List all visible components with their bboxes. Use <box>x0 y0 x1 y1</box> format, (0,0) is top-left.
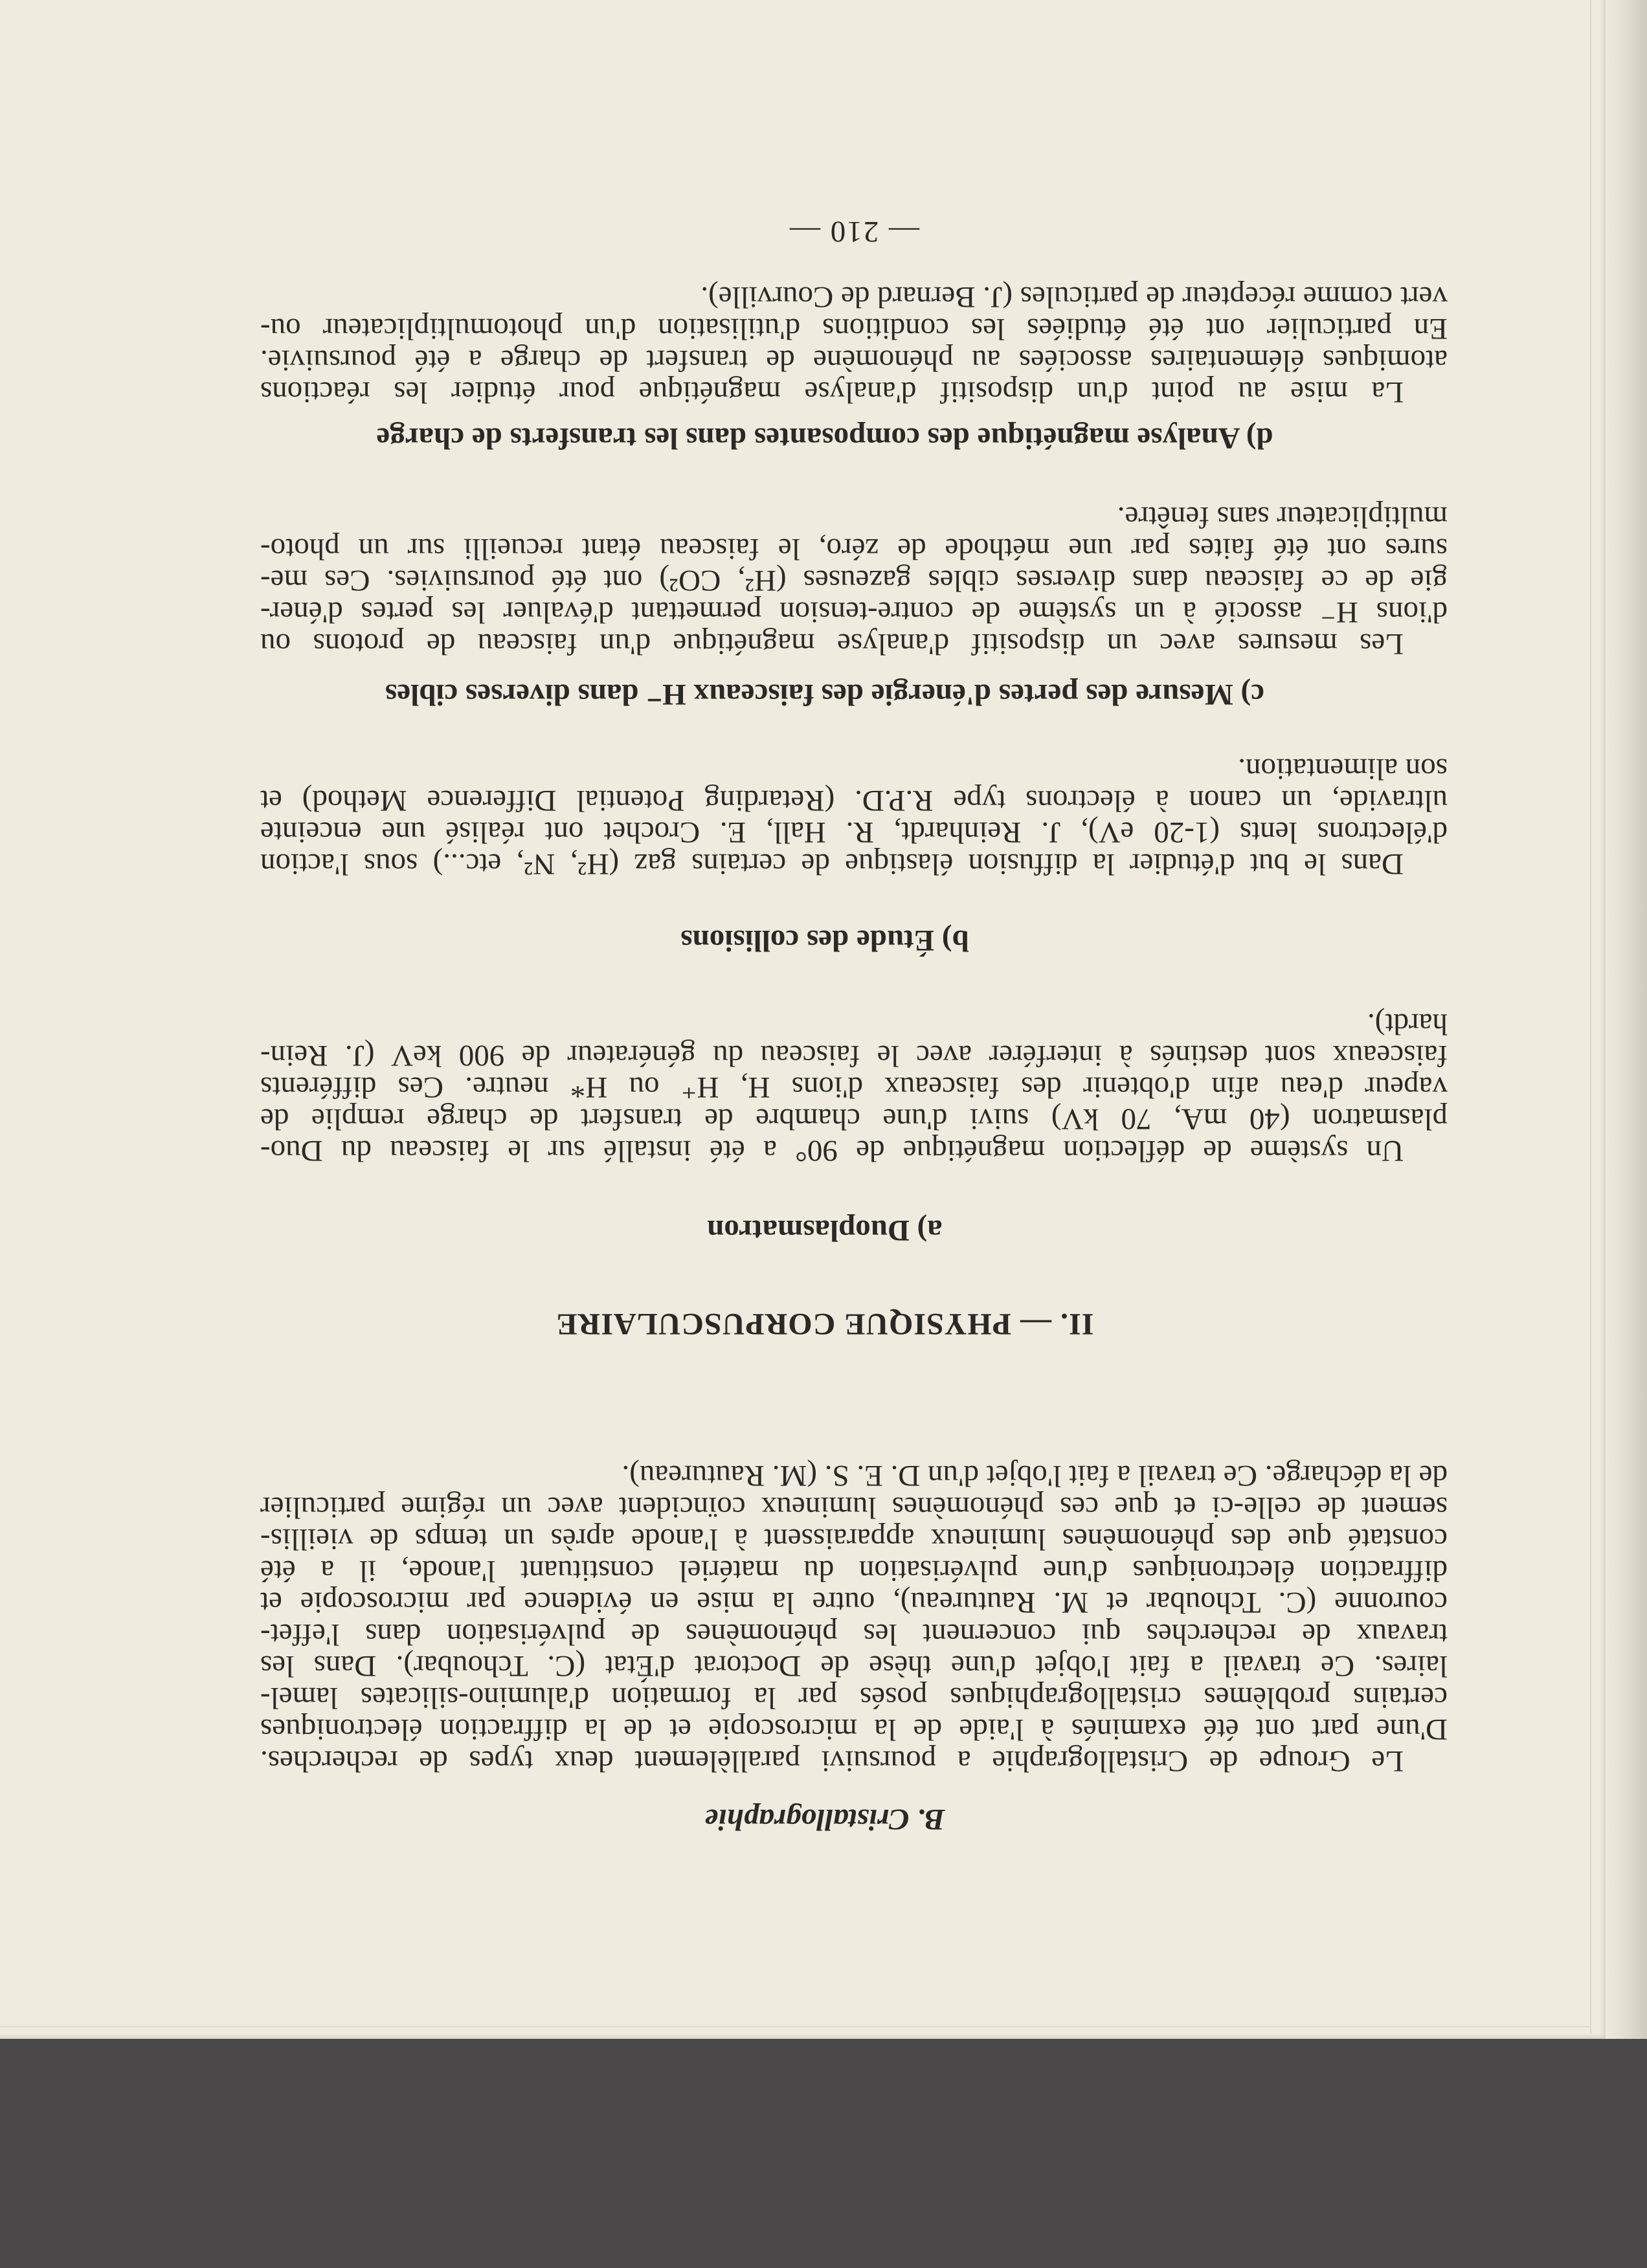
section-heading-analyse-magnetique: d) Analyse magnétique des composantes dans les transferts de charge <box>376 421 1273 455</box>
page-edge-line <box>1590 0 1591 2034</box>
text-line: laires. Ce travail a fait l'objet d'une thèse de Doctorat d'État (C. Tchoubar). Dans les <box>260 1649 1448 1683</box>
text-line: son alimentation. <box>1238 752 1448 786</box>
text-line: La mise au point d'un dispositif d'analyse magnétique pour étudier les réactions <box>260 375 1404 409</box>
page-edge <box>1602 0 1647 2039</box>
paragraph-analyse-magnetique <box>260 281 1448 408</box>
text-line: hardt). <box>1367 1007 1448 1041</box>
text-line: sement de celle-ci et que ces phénomènes lumineux coïncident avec un régime particulier <box>260 1491 1448 1524</box>
section-heading-collisions: b) Étude des collisions <box>680 924 969 957</box>
text-line: faisceaux sont destinés à interférer avec le faisceau du générateur de 900 keV (J. Rein- <box>260 1039 1448 1073</box>
text-line: ultravide, un canon à électrons type R.P.D. (Retarding Potential Difference Method) et <box>260 784 1448 817</box>
scanner-background <box>0 2039 1647 2268</box>
page-number: — 210 — <box>789 215 919 249</box>
text-line: En particulier ont été étudiées les conditions d'utilisation d'un photomultiplicateur ou- <box>260 312 1448 346</box>
text-line: couronne (C. Tchoubar et M. Rautureau), outre la mise en évidence par microscopie et <box>260 1586 1448 1619</box>
text-line: Un système de déflection magnétique de 90° a été installé sur le faisceau du Duo- <box>260 1134 1404 1168</box>
paragraph-collisions <box>260 753 1448 880</box>
text-line: multiplicateur sans fenêtre. <box>1117 500 1448 534</box>
text-line: vert comme récepteur de particules (J. Bernard de Courville). <box>700 280 1448 314</box>
text-line: vapeur d'eau afin d'obtenir des faisceaux d'ions H, H⁺ ou H* neutre. Ces différents <box>260 1071 1448 1104</box>
text-line: sures ont été faites par une méthode de zéro, le faisceau étant recueilli sur un photo- <box>260 532 1448 566</box>
paragraph-cristallographie <box>260 1460 1448 1777</box>
text-line: constaté que des phénomènes lumineux apparaissent à l'anode après un temps de vieillis- <box>260 1522 1448 1556</box>
paragraph-pertes-energie <box>260 501 1448 660</box>
paragraph-duoplasmatron <box>260 1008 1448 1166</box>
text-line: diffraction électroniques d'une pulvérisation du matériel constituant l'anode, il a été <box>260 1554 1448 1588</box>
text-line: d'électrons lents (1-20 eV), J. Reinhardt, R. Hall, E. Crochet ont réalisé une enceinte <box>260 816 1448 849</box>
text-line: d'ions H⁻ associé à un système de contre-tension permettant d'évaluer les pertes d'éner- <box>260 595 1448 629</box>
section-heading-cristallographie: B. Cristallographie <box>704 1803 945 1836</box>
text-line: atomiques élémentaires associées au phénomène de transfert de charge a été poursuivie. <box>260 344 1448 377</box>
section-heading-duoplasmatron: a) Duoplasmatron <box>707 1214 943 1247</box>
text-line: Les mesures avec un dispositif d'analyse magnétique d'un faisceau de protons ou <box>260 627 1404 661</box>
text-line: Dans le but d'étudier la diffusion élastique de certains gaz (H², N², etc...) sous l'action <box>260 847 1404 881</box>
part-heading-physique-corpusculaire: II. — PHYSIQUE CORPUSCULAIRE <box>555 1307 1094 1341</box>
text-line: de la décharge. Ce travail a fait l'objet d'un D. E. S. (M. Rautureau). <box>622 1459 1448 1493</box>
page-edge-line <box>0 2026 1591 2027</box>
section-heading-pertes-energie: c) Mesure des pertes d'énergie des faisceaux H⁻ dans diverses cibles <box>385 678 1265 711</box>
text-line: D'une part ont été examinés à l'aide de la microscopie et de la diffraction électroniques <box>260 1713 1448 1746</box>
text-line: certains problèmes cristallographiques posés par la formation d'alumino-silicates lamel- <box>260 1681 1448 1715</box>
text-line: travaux de recherches qui concernent les phénomènes de pulvérisation dans l'effet- <box>260 1618 1448 1651</box>
text-line: plasmatron (40 mA, 70 kV) suivi d'une chambre de transfert de charge remplie de <box>260 1102 1448 1136</box>
text-line: gie de ce faisceau dans diverses cibles gazeuses (H², CO²) ont été poursuivies. Ces me- <box>260 564 1448 597</box>
text-line: Le Groupe de Cristallographie a poursuivi parallèlement deux types de recherches. <box>260 1744 1404 1778</box>
